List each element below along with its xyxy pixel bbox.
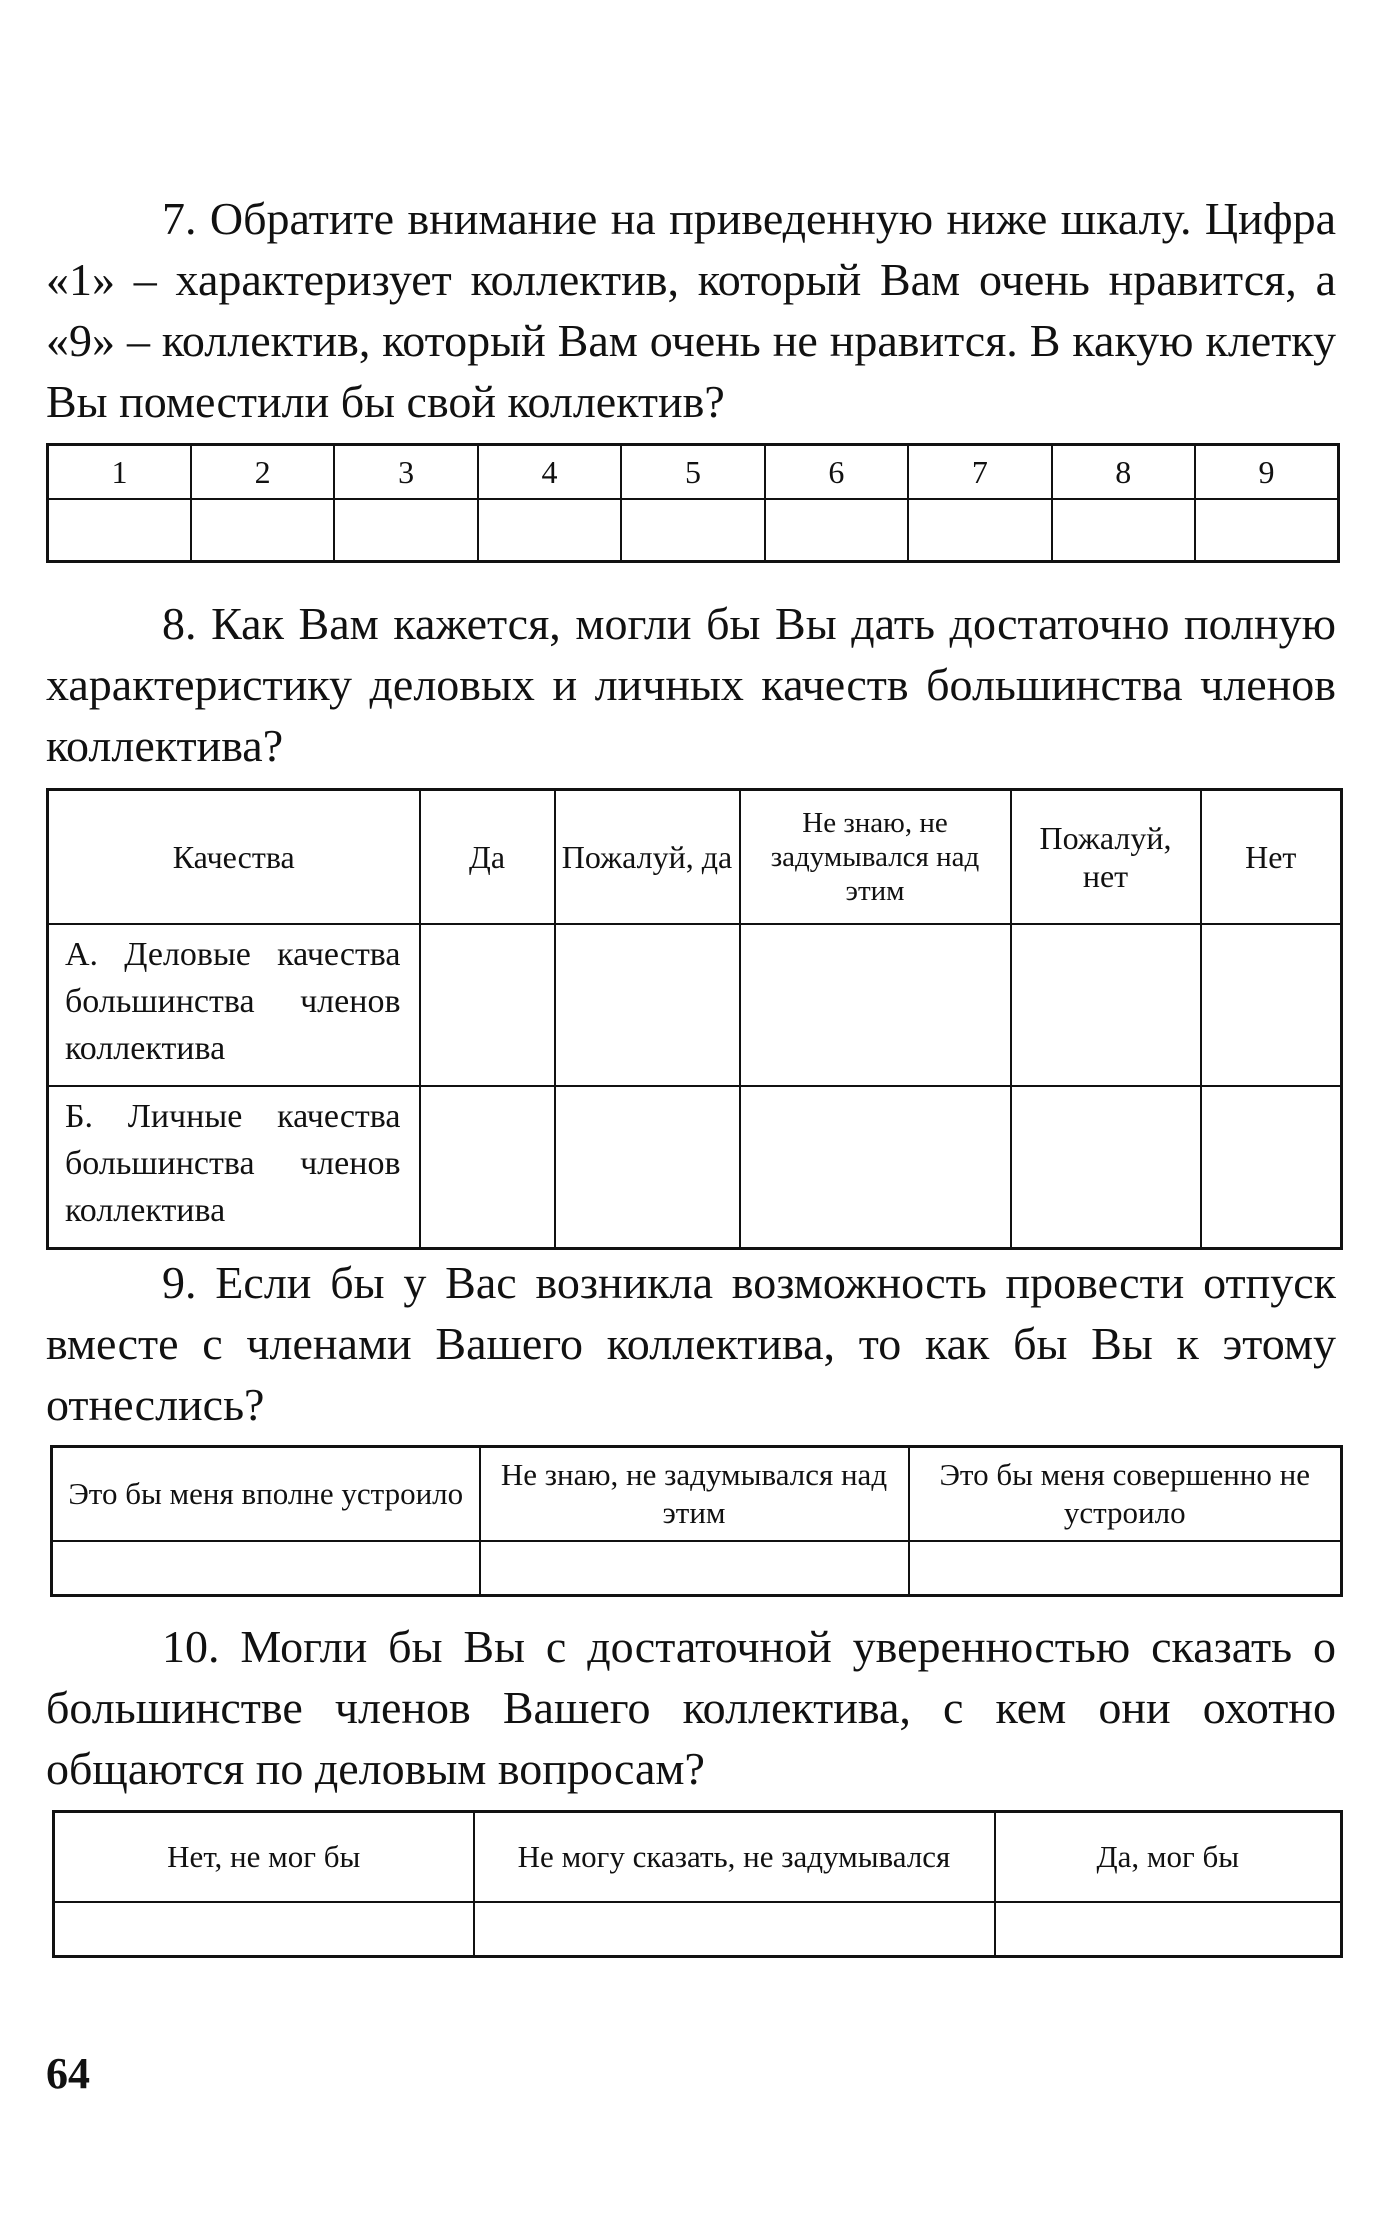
answer-cell <box>1201 924 1342 1086</box>
option-header: Да, мог бы <box>995 1812 1342 1903</box>
answer-cell <box>740 1086 1011 1249</box>
question-10-text: 10. Могли бы Вы с достаточной уверенностью сказать о большинстве членов Вашего коллектива, с кем они охотно общаются по деловым вопросам? <box>46 1621 1336 1794</box>
answer-cell <box>555 924 740 1086</box>
answer-cell <box>621 499 764 562</box>
answer-cell <box>1052 499 1195 562</box>
answer-cell <box>908 499 1051 562</box>
question-7-scale-table <box>46 443 1340 563</box>
page-number: 64 <box>46 2049 90 2098</box>
scale-cell: 6 <box>765 445 908 500</box>
column-header: Качества <box>48 790 420 925</box>
answer-cell <box>740 924 1011 1086</box>
column-header: Пожалуй, нет <box>1011 790 1201 925</box>
answer-cell <box>420 1086 555 1249</box>
question-9-table <box>50 1445 1343 1597</box>
book-page <box>46 0 1336 2213</box>
scale-cell: 4 <box>478 445 621 500</box>
row-label: Б. Личные качества большинства членов коллектива <box>48 1086 420 1249</box>
option-header: Не могу сказать, не задумывался <box>474 1812 995 1903</box>
scale-cell: 8 <box>1052 445 1195 500</box>
answer-cell <box>765 499 908 562</box>
table-answer-row <box>54 1902 1342 1957</box>
column-header: Нет <box>1201 790 1342 925</box>
option-header: Это бы меня совершенно не устроило <box>909 1447 1342 1542</box>
answer-cell <box>909 1541 1342 1596</box>
answer-cell <box>1011 1086 1201 1249</box>
question-9-text: 9. Если бы у Вас возникла возможность провести отпуск вместе с членами Вашего коллектива, то как бы Вы к этому отнеслись? <box>46 1257 1336 1430</box>
question-7-text: 7. Обратите внимание на приведенную ниже шкалу. Цифра «1» – характеризует коллектив, который Вам очень нравится, а «9» – коллектив, который Вам очень не нравится. В какую клетку Вы поместили бы свой коллектив? <box>46 193 1336 427</box>
scale-answer-row <box>48 499 1339 562</box>
answer-cell <box>555 1086 740 1249</box>
table-header-row <box>52 1447 1342 1542</box>
scale-cell: 2 <box>191 445 334 500</box>
answer-cell <box>54 1902 474 1957</box>
answer-cell <box>1201 1086 1342 1249</box>
option-header: Нет, не мог бы <box>54 1812 474 1903</box>
answer-cell <box>1011 924 1201 1086</box>
option-header: Это бы меня вполне устроило <box>52 1447 480 1542</box>
answer-cell <box>474 1902 995 1957</box>
column-header: Пожалуй, да <box>555 790 740 925</box>
scale-cell: 3 <box>334 445 477 500</box>
option-header: Не знаю, не задумывался над этим <box>480 1447 909 1542</box>
scale-cell: 1 <box>48 445 191 500</box>
table-header-row <box>48 790 1342 925</box>
scale-cell: 7 <box>908 445 1051 500</box>
column-header: Да <box>420 790 555 925</box>
table-row <box>48 1086 1342 1249</box>
column-header: Не знаю, не задумывался над этим <box>740 790 1011 925</box>
question-10-table <box>52 1810 1343 1958</box>
table-header-row <box>54 1812 1342 1903</box>
question-8-text: 8. Как Вам кажется, могли бы Вы дать достаточно полную характеристику деловых и личных качеств большинства членов коллектива? <box>46 598 1336 771</box>
scale-cell: 9 <box>1195 445 1339 500</box>
answer-cell <box>480 1541 909 1596</box>
answer-cell <box>48 499 191 562</box>
answer-cell <box>478 499 621 562</box>
answer-cell <box>334 499 477 562</box>
scale-cell: 5 <box>621 445 764 500</box>
table-answer-row <box>52 1541 1342 1596</box>
row-label: А. Деловые качества большинства членов коллектива <box>48 924 420 1086</box>
answer-cell <box>995 1902 1342 1957</box>
scale-header-row <box>48 445 1339 500</box>
answer-cell <box>191 499 334 562</box>
answer-cell <box>420 924 555 1086</box>
answer-cell <box>1195 499 1339 562</box>
answer-cell <box>52 1541 480 1596</box>
question-8-table <box>46 788 1343 1250</box>
table-row <box>48 924 1342 1086</box>
